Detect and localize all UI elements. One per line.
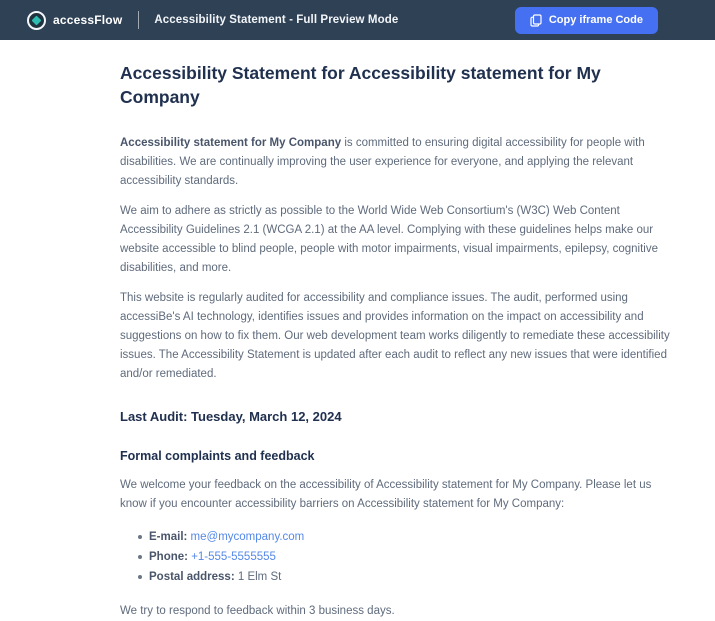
intro-paragraph — [120, 134, 672, 191]
accessflow-logo-icon — [27, 11, 46, 30]
phone-link[interactable]: +1-555-5555555 — [191, 551, 276, 564]
last-audit-heading — [120, 409, 672, 424]
feedback-paragraph: We welcome your feedback on the accessibility of Accessibility statement for My Company. Please let us know if you encounter accessibility barriers on Accessibility statement for My Company: — [120, 479, 652, 511]
intro-company-bold: Accessibility statement for My Company — [120, 137, 342, 150]
audit-paragraph: This website is regularly audited for accessibility and compliance issues. The audit, performed using accessiBe's AI technology, identifies issues and provides information on the impact on accessibility and suggestions on how to fix them. Our web development team works diligently to remediate these accessibility issues. The Accessibility Statement is updated after each audit to reflect any new issues that were identified and/or remediated. — [120, 292, 670, 381]
page-title: Accessibility Statement for Accessibility statement for My Company — [120, 63, 601, 108]
postal-label: Postal address: — [149, 571, 235, 584]
phone-label: Phone: — [149, 551, 188, 564]
brand — [27, 11, 122, 30]
contact-item-email — [138, 527, 672, 547]
header-divider — [138, 11, 139, 29]
copy-button-label: Copy iframe Code — [548, 14, 643, 26]
last-audit-date: Tuesday, March 12, 2024 — [191, 409, 342, 425]
statement-page — [120, 61, 672, 621]
app-header — [0, 0, 715, 40]
brand-name: accessFlow — [53, 13, 123, 27]
postal-value: 1 Elm St — [237, 571, 282, 584]
email-link[interactable]: me@mycompany.com — [190, 531, 305, 544]
wcag-paragraph: We aim to adhere as strictly as possible to the World Wide Web Consortium's (W3C) Web Content Accessibility Guidelines 2.1 (WCGA 2.1) at the AA level. Complying with these guidelines helps make our website accessible to blind people, people with motor impairments, visual impairments, epilepsy, cognitive disabilities, and more. — [120, 205, 658, 275]
copy-icon — [530, 14, 542, 27]
feedback-heading: Formal complaints and feedback — [120, 449, 315, 464]
contact-list — [120, 527, 672, 587]
last-audit-label: Last Audit: — [120, 409, 188, 425]
contact-item-postal — [138, 567, 672, 587]
contact-item-phone — [138, 547, 672, 567]
email-label: E-mail: — [149, 531, 188, 544]
intro-text: is committed to ensuring digital accessibility for people with disabilities. We are continually improving the user experience for everyone, and applying the relevant accessibility standards. — [120, 137, 645, 188]
header-subtitle: Accessibility Statement - Full Preview Mode — [154, 14, 399, 26]
copy-iframe-code-button[interactable] — [515, 7, 658, 34]
closing-paragraph: We try to respond to feedback within 3 business days. — [120, 605, 395, 618]
